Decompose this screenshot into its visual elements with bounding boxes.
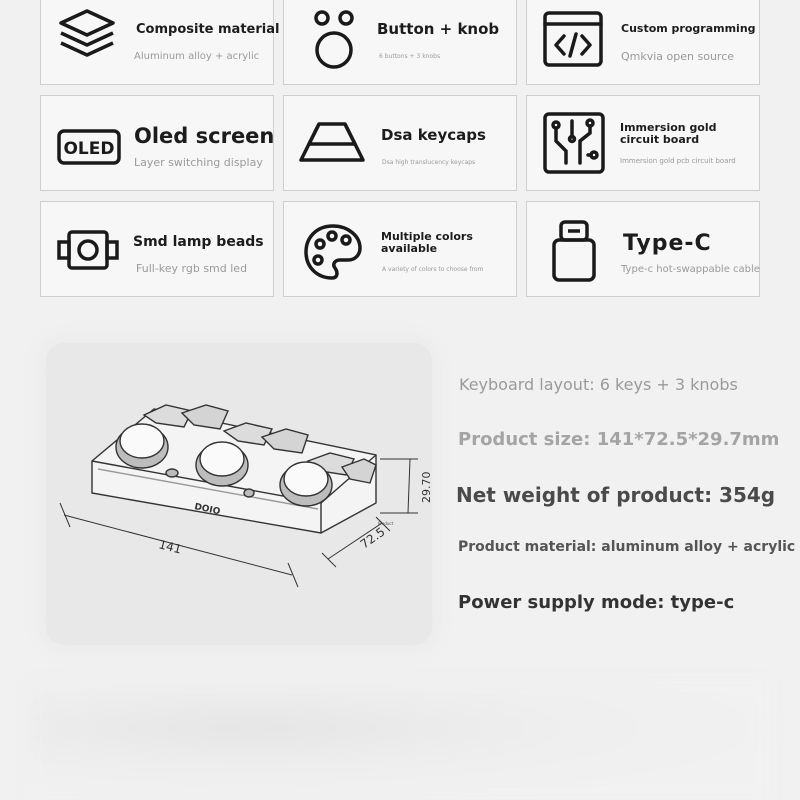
feature-title: Multiple colors available	[381, 230, 473, 255]
feature-subtitle: Full-key rgb smd led	[136, 262, 248, 275]
feature-card-keycaps	[283, 95, 517, 191]
svg-text:72.5: 72.5	[357, 524, 388, 552]
spec-power: Power supply mode: type-c	[458, 592, 735, 613]
svg-text:OLED: OLED	[63, 139, 115, 159]
feature-card-composite	[40, 0, 280, 85]
feature-subtitle: Immersion gold pcb circuit board	[620, 157, 736, 165]
feature-title: Oled screen	[134, 124, 275, 148]
spec-size: Product size: 141*72.5*29.7mm	[458, 429, 780, 450]
button-knob-icon	[310, 7, 358, 71]
keycap-icon	[297, 120, 367, 168]
feature-card-programming	[526, 0, 760, 85]
feature-title: Custom programming	[621, 22, 756, 35]
smd-led-icon	[55, 228, 121, 272]
feature-subtitle: Dsa high translucency keycaps	[382, 159, 476, 166]
feature-title: Immersion gold circuit board	[620, 121, 717, 146]
feature-subtitle: Layer switching display	[134, 156, 263, 169]
feature-title: Composite material	[136, 22, 280, 37]
feature-card-oled	[40, 95, 274, 191]
feature-title: Type-C	[623, 231, 712, 256]
spec-layout: Keyboard layout: 6 keys + 3 knobs	[459, 375, 738, 394]
svg-text:29.70: 29.70	[420, 471, 432, 503]
product-drawing	[46, 343, 432, 645]
palette-icon	[302, 222, 364, 282]
feature-title: Button + knob	[377, 20, 500, 38]
feature-card-smd	[40, 201, 274, 297]
feature-subtitle: 6 buttons + 3 knobs	[379, 53, 441, 60]
feature-subtitle: Type-c hot-swappable cable	[621, 264, 760, 275]
stacked-layers-icon	[55, 7, 119, 63]
code-window-icon	[542, 10, 604, 68]
usb-c-icon	[551, 219, 597, 283]
faded-bottom-area	[30, 680, 770, 800]
feature-card-button-knob	[283, 0, 517, 85]
svg-text:DOIO: DOIO	[193, 502, 222, 518]
feature-subtitle: Qmkvia open source	[621, 50, 735, 63]
svg-text:141: 141	[157, 537, 183, 557]
feature-card-colors	[283, 201, 517, 297]
feature-title: Dsa keycaps	[381, 126, 486, 144]
circuit-board-icon	[542, 111, 606, 175]
oled-badge-icon	[57, 129, 121, 165]
feature-subtitle: A variety of colors to choose from	[382, 266, 484, 273]
feature-card-typec	[526, 201, 760, 297]
feature-subtitle: Aluminum alloy + acrylic	[134, 51, 260, 62]
svg-text:Product: Product	[378, 521, 394, 526]
feature-title: Smd lamp beads	[133, 234, 264, 250]
feature-card-circuit	[526, 95, 760, 191]
spec-weight: Net weight of product: 354g	[456, 483, 776, 507]
spec-material: Product material: aluminum alloy + acrylic	[458, 539, 796, 555]
